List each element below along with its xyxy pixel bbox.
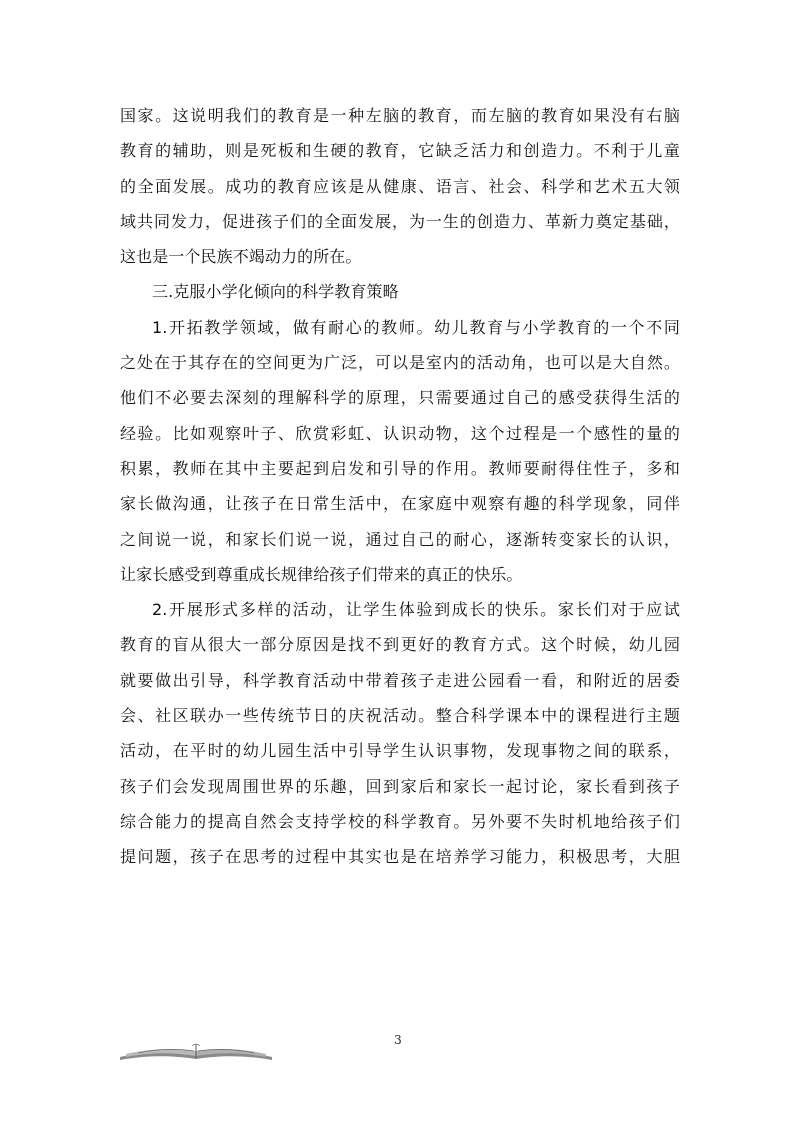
text-line: 家长做沟通，让孩子在日常生活中，在家庭中观察有趣的科学现象，同伴 xyxy=(120,494,680,514)
text-line: 就要做出引导，科学教育活动中带着孩子走进公园看一看，和附近的居委 xyxy=(120,670,680,690)
section-heading: 三.克服小学化倾向的科学教育策略 xyxy=(152,282,399,302)
text-line: 2.开展形式多样的活动，让学生体验到成长的快乐。家长们对于应试 xyxy=(152,600,680,620)
text-line: 他们不必要去深刻的理解科学的原理，只需要通过自己的感受获得生活的 xyxy=(120,388,680,408)
text-line: 经验。比如观察叶子、欣赏彩虹、认识动物，这个过程是一个感性的量的 xyxy=(120,423,680,443)
open-book-icon xyxy=(118,1038,274,1062)
text-line: 提问题，孩子在思考的过程中其实也是在培养学习能力，积极思考，大胆 xyxy=(120,847,680,867)
text-line: 综合能力的提高自然会支持学校的科学教育。另外要不失时机地给孩子们 xyxy=(120,811,680,831)
text-line: 域共同发力，促进孩子们的全面发展，为一生的创造力、革新力奠定基础， xyxy=(120,211,680,231)
text-line: 活动，在平时的幼儿园生活中引导学生认识事物，发现事物之间的联系， xyxy=(120,741,680,761)
text-line: 会、社区联办一些传统节日的庆祝活动。整合科学课本中的课程进行主题 xyxy=(120,706,680,726)
text-line: 之间说一说，和家长们说一说，通过自己的耐心，逐渐转变家长的认识， xyxy=(120,529,680,549)
body-text xyxy=(120,98,680,875)
text-line: 1.开拓教学领域，做有耐心的教师。幼儿教育与小学教育的一个不同 xyxy=(152,317,680,337)
text-line: 国家。这说明我们的教育是一种左脑的教育，而左脑的教育如果没有右脑 xyxy=(120,106,680,125)
text-line: 的全面发展。成功的教育应该是从健康、语言、社会、科学和艺术五大领 xyxy=(120,176,680,196)
page-number: 3 xyxy=(394,1033,402,1047)
text-line: 让家长感受到尊重成长规律给孩子们带来的真正的快乐。 xyxy=(120,564,523,584)
text-line: 孩子们会发现周围世界的乐趣，回到家后和家长一起讨论，家长看到孩子 xyxy=(120,776,680,796)
text-line: 这也是一个民族不竭动力的所在。 xyxy=(120,247,362,267)
text-line: 之处在于其存在的空间更为广泛，可以是室内的活动角，也可以是大自然。 xyxy=(120,353,680,373)
text-line: 积累，教师在其中主要起到启发和引导的作用。教师要耐得住性子，多和 xyxy=(120,458,680,478)
text-line: 教育的辅助，则是死板和生硬的教育，它缺乏活力和创造力。不利于儿童 xyxy=(120,141,680,161)
text-line: 教育的盲从很大一部分原因是找不到更好的教育方式。这个时候，幼儿园 xyxy=(120,635,680,655)
